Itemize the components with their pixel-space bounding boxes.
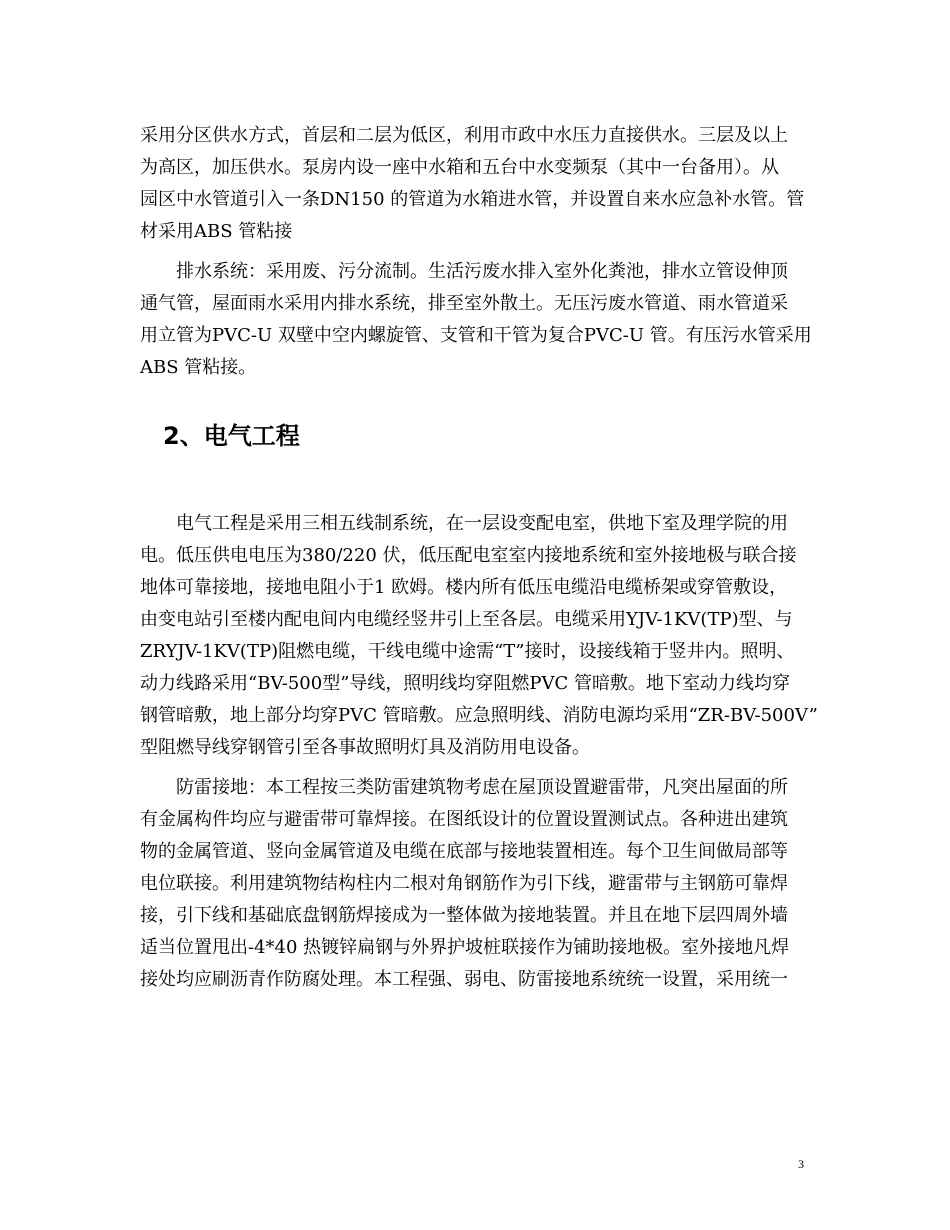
text-line: 电。低压供电电压为380/220 伏，低压配电室室内接地系统和室外接地极与联合接	[140, 545, 797, 566]
text-line: 采用分区供水方式，首层和二层为低区，利用市政中水压力直接供水。三层及以上	[140, 125, 788, 146]
text-line: 由变电站引至楼内配电间内电缆经竖井引上至各层。电缆采用YJV-1KV(TP)型、与	[140, 609, 793, 630]
text-line: 接，引下线和基础底盘钢筋焊接成为一整体做为接地装置。并且在地下层四周外墙	[140, 905, 788, 926]
text-line: 动力线路采用“BV-500型”导线，照明线均穿阻燃PVC 管暗敷。地下室动力线均穿	[140, 673, 791, 694]
text-line: 接处均应刷沥青作防腐处理。本工程强、弱电、防雷接地系统统一设置，采用统一	[140, 969, 788, 990]
page-number: 3	[798, 1157, 804, 1171]
text-line: 为高区，加压供水。泵房内设一座中水箱和五台中水变频泵（其中一台备用）。从	[140, 157, 779, 178]
document-body	[140, 120, 818, 996]
text-line: 地体可靠接地，接地电阻小于1 欧姆。楼内所有低压电缆沿电缆桥架或穿管敷设，	[140, 577, 788, 598]
section-heading: 2、电气工程	[163, 422, 300, 450]
paragraph-drainage	[140, 256, 812, 384]
text-line: 电位联接。利用建筑物结构柱内二根对角钢筋作为引下线，避雷带与主钢筋可靠焊	[140, 873, 788, 894]
text-line: 防雷接地：本工程按三类防雷建筑物考虑在屋顶设置避雷带，凡突出屋面的所	[176, 777, 788, 798]
text-line: 园区中水管道引入一条DN150 的管道为水箱进水管，并设置自来水应急补水管。管	[140, 189, 805, 210]
text-line: 物的金属管道、竖向金属管道及电缆在底部与接地装置相连。每个卫生间做局部等	[140, 841, 788, 862]
text-line: 有金属构件均应与避雷带可靠焊接。在图纸设计的位置设置测试点。各种进出建筑	[140, 809, 788, 830]
paragraph-lightning-protection	[140, 772, 812, 996]
text-line: 电气工程是采用三相五线制系统，在一层设变配电室，供地下室及理学院的用	[176, 513, 788, 534]
text-line: 通气管，屋面雨水采用内排水系统，排至室外散土。无压污废水管道、雨水管道采	[140, 293, 788, 314]
text-line: 型阻燃导线穿钢管引至各事故照明灯具及消防用电设备。	[140, 737, 590, 758]
paragraph-water-supply	[140, 120, 812, 248]
text-line: 适当位置甩出-4*40 热镀锌扁钢与外界护坡桩联接作为铺助接地极。室外接地凡焊	[140, 937, 790, 958]
text-line: 钢管暗敷，地上部分均穿PVC 管暗敷。应急照明线、消防电源均采用“ZR-BV-500V”	[140, 705, 818, 726]
paragraph-electrical	[140, 508, 818, 764]
text-line: 排水系统：采用废、污分流制。生活污废水排入室外化粪池，排水立管设伸顶	[176, 261, 788, 282]
text-line: 材采用ABS 管粘接	[140, 221, 293, 242]
text-line: ZRYJV-1KV(TP)阻燃电缆，干线电缆中途需“T”接时，设接线箱于竖井内。照明、	[140, 641, 795, 662]
text-line: 用立管为PVC-U 双壁中空内螺旋管、支管和干管为复合PVC-U 管。有压污水管采用	[140, 325, 812, 346]
text-line: ABS 管粘接。	[140, 357, 257, 378]
